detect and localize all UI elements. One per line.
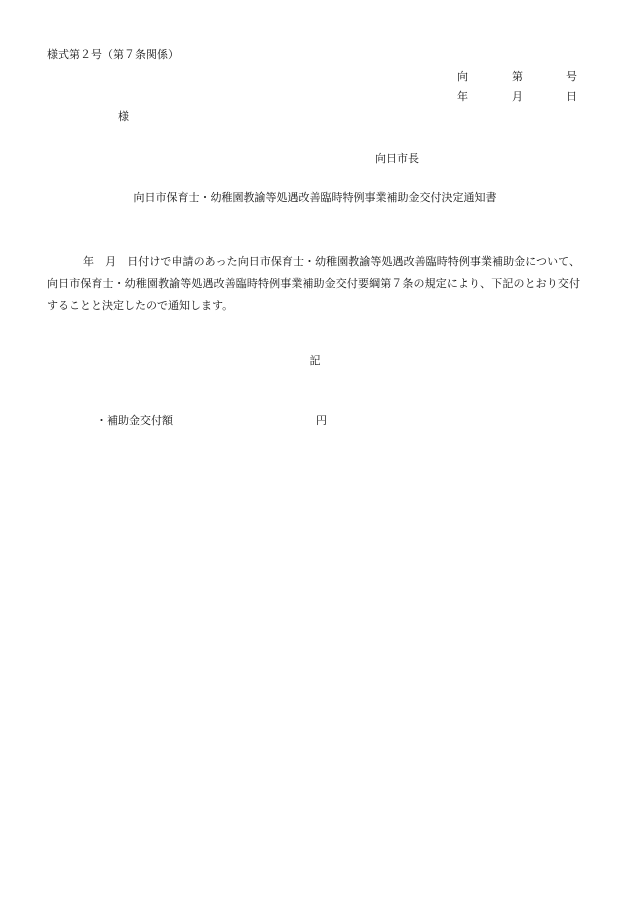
date-year-label: 年 bbox=[457, 90, 468, 103]
date-month-label: 月 bbox=[512, 90, 523, 103]
reference-office-char: 向 bbox=[457, 70, 468, 83]
subsidy-amount-unit: 円 bbox=[316, 414, 327, 427]
reference-number-suffix: 号 bbox=[566, 70, 577, 83]
notification-body: 年 月 日付けで申請のあった向日市保育士・幼稚園教諭等処遇改善臨時特例事業補助金について、向日市保育士・幼稚園教諭等処遇改善臨時特例事業補助金交付要綱第７条の規定により、下記のとおり交付することと決定したので通知します。 bbox=[47, 255, 580, 312]
reference-number-prefix: 第 bbox=[512, 70, 523, 83]
document-title: 向日市保育士・幼稚園教諭等処遇改善臨時特例事業補助金交付決定通知書 bbox=[133, 191, 497, 204]
date-day-label: 日 bbox=[566, 90, 577, 103]
sender-title: 向日市長 bbox=[375, 152, 419, 165]
addressee-suffix: 様 bbox=[118, 110, 129, 123]
form-number-label: 様式第２号（第７条関係） bbox=[47, 48, 179, 61]
subsidy-amount-label: ・補助金交付額 bbox=[96, 414, 173, 427]
ki-heading: 記 bbox=[309, 354, 321, 367]
